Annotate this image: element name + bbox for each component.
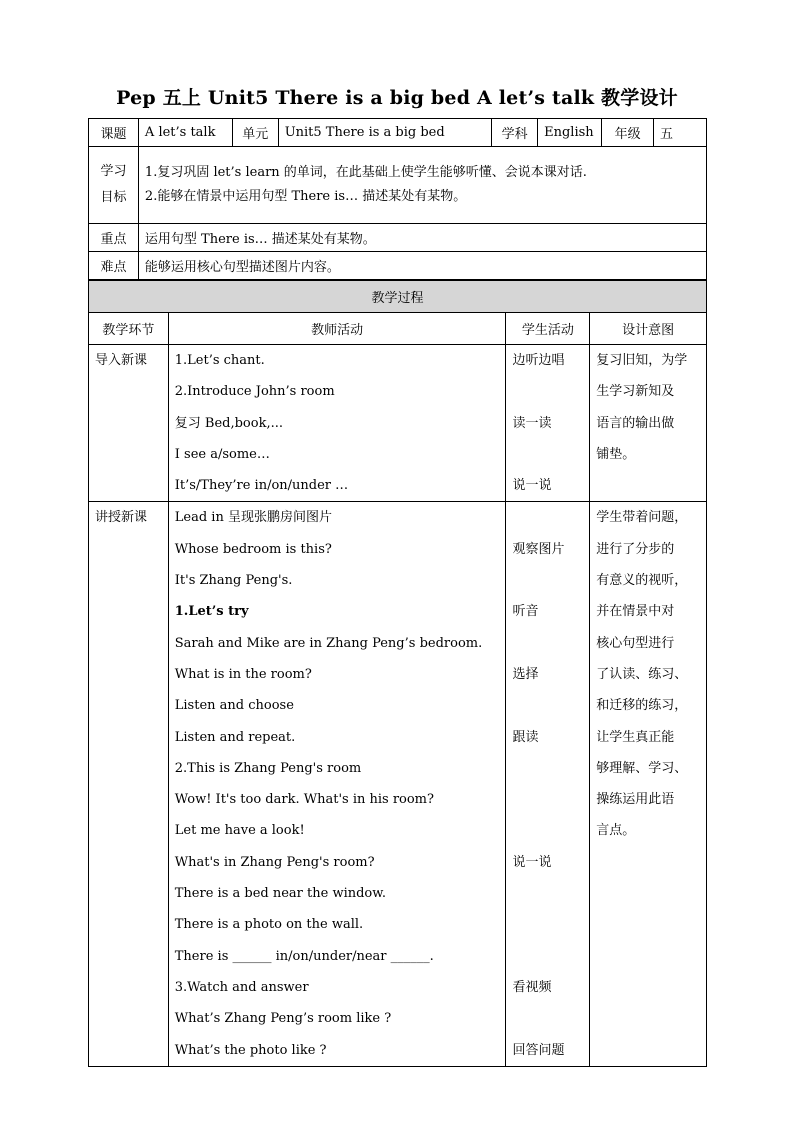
- goal-line-1: 1.复习巩固 let’s learn 的单词，在此基础上使学生能够听懂、会说本课对话.: [144, 165, 587, 180]
- goals-label-line1: 学习: [100, 164, 127, 179]
- grade-value: 五: [654, 119, 707, 147]
- teaching-teacher-line: 3.Watch and answer: [174, 979, 309, 995]
- teaching-intent-line: 进行了分步的: [596, 541, 675, 557]
- topic-label: 课题: [89, 119, 139, 147]
- teaching-student-line: [512, 565, 583, 596]
- intro-stage-label: 导入新课: [95, 353, 148, 368]
- teaching-teacher-activity: [168, 502, 506, 1066]
- key-point-label: 重点: [89, 224, 139, 252]
- teaching-student-line: [512, 628, 583, 659]
- goals-label: [89, 147, 139, 224]
- teaching-teacher-line: 2.This is Zhang Peng's room: [174, 760, 362, 776]
- teaching-student-line: [512, 815, 583, 846]
- intro-student-line: [512, 376, 583, 407]
- intro-intent-line: 语言的输出做: [596, 415, 675, 431]
- intro-student-line: 说一说: [512, 478, 552, 494]
- teaching-student-line: [512, 690, 583, 721]
- intro-student-line: 读一读: [512, 415, 552, 431]
- col-header-stage: 教学环节: [89, 313, 169, 345]
- intro-student-activity: [506, 345, 590, 502]
- teaching-process-table: [88, 280, 707, 1067]
- teaching-student-line: [512, 1003, 583, 1034]
- teaching-student-line: 听音: [512, 604, 539, 620]
- teaching-student-line: [512, 909, 583, 940]
- teaching-student-line: [512, 502, 583, 533]
- teaching-intent-line: 和迁移的练习，: [596, 698, 688, 714]
- teaching-intent-line: 核心句型进行: [596, 635, 675, 651]
- intro-design-intent: [590, 345, 707, 502]
- intro-teacher-line: I see a/some…: [174, 446, 270, 462]
- teaching-stage-label: 讲授新课: [95, 510, 148, 526]
- teaching-intent-line: 学生带着问题，: [596, 510, 688, 526]
- process-heading: 教学过程: [89, 281, 707, 313]
- teaching-student-line: 选择: [512, 666, 539, 682]
- intro-teacher-line: It’s/They’re in/on/under …: [174, 478, 349, 494]
- teaching-teacher-line: Sarah and Mike are in Zhang Peng’s bedroom.: [174, 635, 483, 651]
- difficulty-text: 能够运用核心句型描述图片内容。: [138, 252, 706, 280]
- teaching-student-line: 跟读: [512, 729, 539, 745]
- teaching-intent-line: 让学生真正能: [596, 729, 675, 745]
- page-title: Pep 五上 Unit5 There is a big bed A let’s talk 教学设计: [116, 87, 678, 109]
- teaching-intent-line: 操练运用此语: [596, 792, 675, 808]
- teaching-design-intent: [590, 502, 707, 1066]
- teaching-teacher-line: What’s the photo like ?: [174, 1042, 327, 1058]
- teaching-teacher-line: There is a bed near the window.: [174, 886, 386, 902]
- unit-label: 单元: [232, 119, 278, 147]
- intro-student-line: [512, 439, 583, 470]
- unit-value: Unit5 There is a big bed: [278, 119, 492, 147]
- teaching-intent-line: 言点。: [596, 823, 636, 839]
- intro-intent-line: 复习旧知，为学: [596, 353, 688, 368]
- intro-student-line: 边听边唱: [512, 353, 565, 368]
- goals-label-line2: 目标: [100, 190, 127, 205]
- teaching-teacher-line: What’s Zhang Peng’s room like ?: [174, 1011, 392, 1027]
- col-header-student: 学生活动: [506, 313, 590, 345]
- intro-stage: [89, 345, 169, 502]
- teaching-intent-line: 并在情景中对: [596, 604, 675, 620]
- subject-value: English: [538, 119, 602, 147]
- teaching-teacher-line: Let me have a look!: [174, 823, 305, 839]
- teaching-teacher-line: It's Zhang Peng's.: [174, 573, 293, 589]
- teaching-intent-line: 够理解、学习、: [596, 760, 688, 776]
- teaching-teacher-line: What's in Zhang Peng's room?: [174, 854, 375, 870]
- intro-intent-line: 铺垫。: [596, 446, 636, 462]
- intro-intent-line: 生学习新知及: [596, 384, 675, 400]
- teaching-teacher-line: Lead in 呈现张鹏房间图片: [174, 510, 332, 526]
- teaching-teacher-line: Whose bedroom is this?: [174, 541, 332, 557]
- teaching-student-line: 看视频: [512, 979, 552, 995]
- col-header-intent: 设计意图: [590, 313, 707, 345]
- intro-teacher-activity: [168, 345, 506, 502]
- goal-line-2: 2.能够在情景中运用句型 There is… 描述某处有某物。: [144, 189, 467, 204]
- intro-teacher-line: 2.Introduce John’s room: [174, 384, 335, 400]
- teaching-student-line: [512, 878, 583, 909]
- teaching-intent-line: 有意义的视听，: [596, 573, 688, 589]
- teaching-student-activity: [506, 502, 590, 1066]
- col-header-teacher: 教师活动: [168, 313, 506, 345]
- teaching-teacher-line: Listen and choose: [174, 698, 294, 714]
- teaching-student-line: 观察图片: [512, 541, 565, 557]
- teaching-teacher-line: 1.Let’s try: [174, 604, 249, 620]
- intro-teacher-line: 复习 Bed,book,...: [174, 415, 283, 431]
- teaching-teacher-line: Listen and repeat.: [174, 729, 296, 745]
- grade-label: 年级: [602, 119, 654, 147]
- teaching-student-line: [512, 753, 583, 784]
- key-point-text: 运用句型 There is… 描述某处有某物。: [138, 224, 706, 252]
- lesson-info-table: [88, 118, 707, 280]
- teaching-intent-line: 了认读、练习、: [596, 666, 688, 682]
- teaching-teacher-line: There is ______ in/on/under/near ______.: [174, 948, 434, 964]
- subject-label: 学科: [492, 119, 538, 147]
- teaching-teacher-line: Wow! It's too dark. What's in his room?: [174, 792, 434, 808]
- teaching-stage: [89, 502, 169, 1066]
- teaching-teacher-line: What is in the room?: [174, 666, 312, 682]
- goals-content: [138, 147, 706, 224]
- teaching-student-line: [512, 784, 583, 815]
- difficulty-label: 难点: [89, 252, 139, 280]
- teaching-student-line: [512, 941, 583, 972]
- intro-teacher-line: 1.Let’s chant.: [174, 353, 265, 368]
- teaching-teacher-line: There is a photo on the wall.: [174, 917, 364, 933]
- topic-value: A let’s talk: [138, 119, 232, 147]
- teaching-student-line: 说一说: [512, 854, 552, 870]
- teaching-student-line: 回答问题: [512, 1042, 565, 1058]
